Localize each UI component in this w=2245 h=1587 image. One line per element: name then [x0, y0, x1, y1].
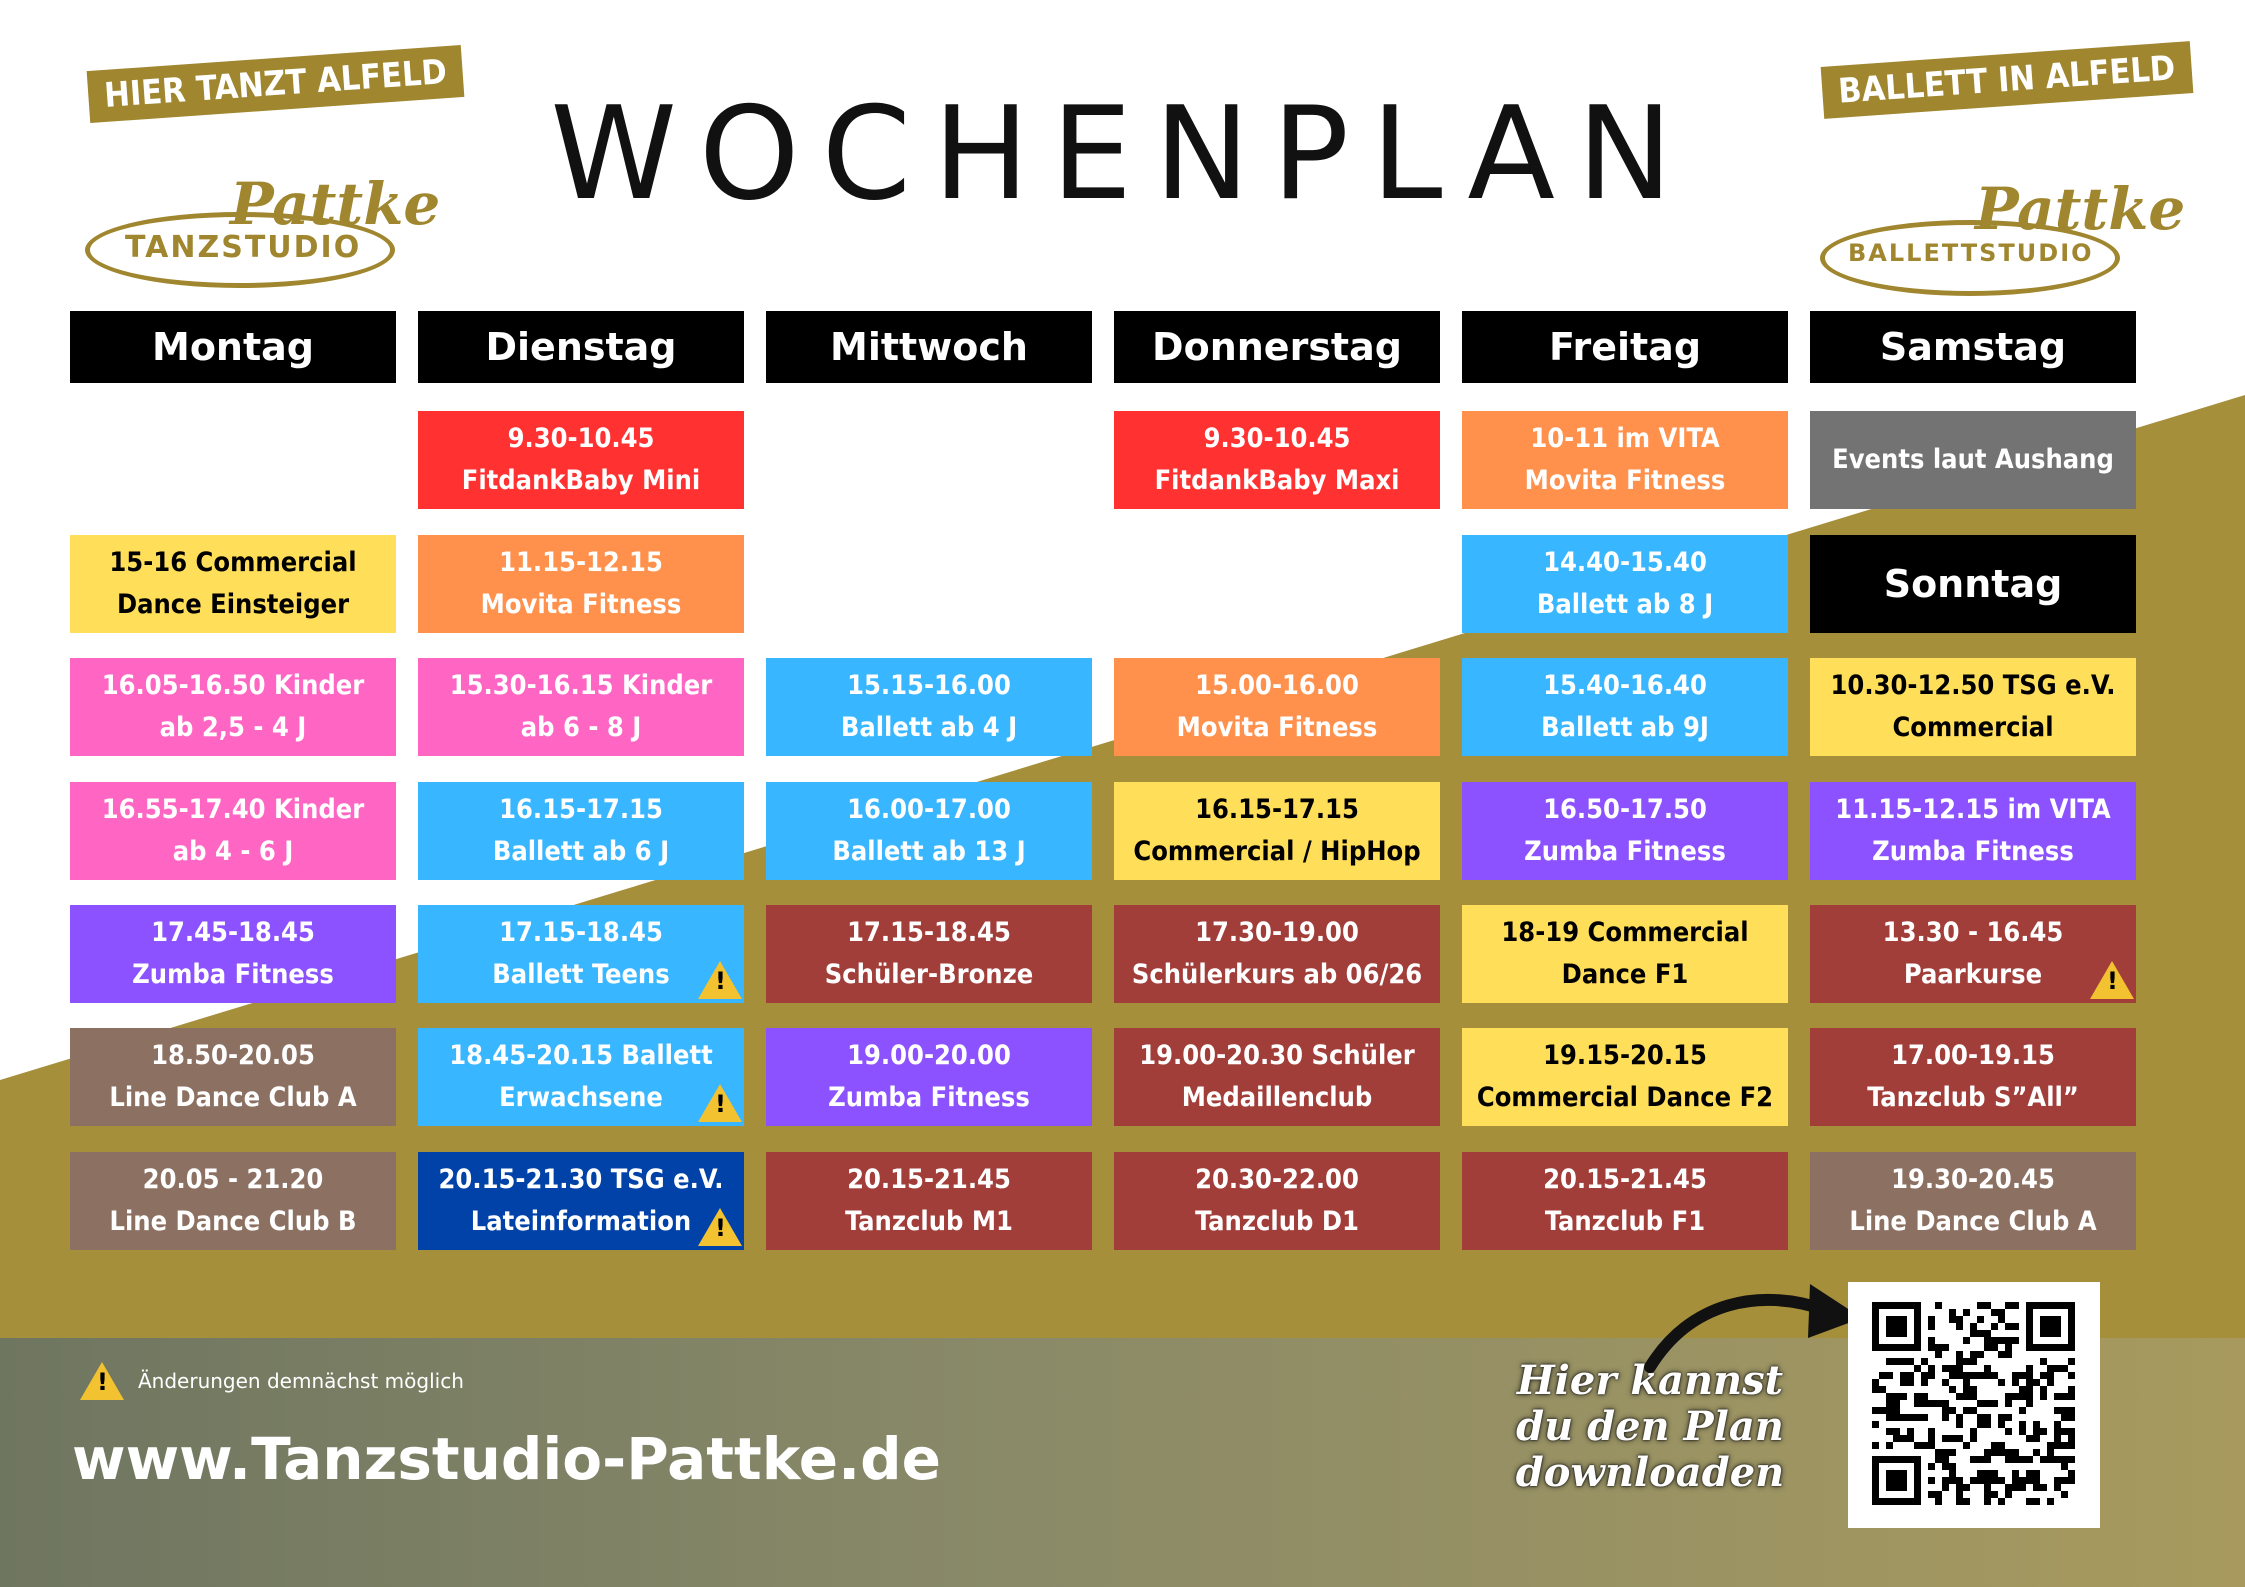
class-slot-time: 17.45-18.45: [151, 917, 315, 948]
class-slot-title: Line Dance Club B: [109, 1206, 357, 1237]
class-slot-time: 20.15-21.45: [847, 1164, 1011, 1195]
class-slot-time: 16.55-17.40 Kinder: [101, 794, 365, 825]
class-slot: [1810, 1028, 2136, 1126]
class-slot-time: 16.00-17.00: [847, 794, 1011, 825]
class-slot-time: 19.30-20.45: [1891, 1164, 2055, 1195]
logo-banner-left: HIER TANZT ALFELD: [87, 45, 465, 123]
class-slot-title: Tanzclub F1: [1544, 1206, 1706, 1237]
class-slot-time: 14.40-15.40: [1543, 547, 1707, 578]
class-slot-title: Line Dance Club A: [1849, 1206, 2097, 1237]
class-slot-time: 17.30-19.00: [1195, 917, 1359, 948]
class-slot-time: 16.15-17.15: [1195, 794, 1359, 825]
class-slot: [766, 1152, 1092, 1250]
class-slot: [766, 782, 1092, 880]
class-slot-title: Ballett Teens: [492, 959, 670, 990]
day-header-freitag: Freitag: [1462, 311, 1788, 383]
class-slot-title: Zumba Fitness: [132, 959, 334, 990]
class-slot-title: Tanzclub S”All”: [1867, 1082, 2079, 1113]
class-slot-time: Events laut Aushang: [1832, 444, 2114, 475]
class-slot-title: Erwachsene: [499, 1082, 663, 1113]
class-slot-time: 17.00-19.15: [1891, 1040, 2055, 1071]
class-slot: [418, 658, 744, 756]
class-slot-title: ab 4 - 6 J: [172, 836, 294, 867]
class-slot-title: ab 6 - 8 J: [520, 712, 642, 743]
class-slot-title: Lateinformation: [470, 1206, 692, 1237]
class-slot: [418, 1028, 744, 1126]
class-slot: [1114, 411, 1440, 509]
class-slot: [766, 658, 1092, 756]
download-hint-line-1: Hier kannst: [1516, 1357, 1784, 1404]
class-slot-title: Schülerkurs ab 06/26: [1131, 959, 1423, 990]
class-slot-time: 17.15-18.45: [499, 917, 663, 948]
logo-script-left: Pattke: [230, 170, 441, 238]
website-url[interactable]: www.Tanzstudio-Pattke.de: [72, 1425, 941, 1493]
class-slot: [418, 411, 744, 509]
class-slot: [418, 782, 744, 880]
class-slot-time: 20.15-21.30 TSG e.V.: [438, 1164, 724, 1195]
class-slot-time: 9.30-10.45: [507, 423, 655, 454]
class-slot-title: Tanzclub D1: [1195, 1206, 1359, 1237]
day-header-samstag: Samstag: [1810, 311, 2136, 383]
qr-code-icon: [1848, 1282, 2100, 1528]
day-header-sonntag: Sonntag: [1810, 535, 2136, 633]
class-slot-time: 20.05 - 21.20: [142, 1164, 324, 1195]
class-slot-title: Movita Fitness: [1176, 712, 1378, 743]
day-header-montag: Montag: [70, 311, 396, 383]
class-slot: [1114, 782, 1440, 880]
class-slot-title: Paarkurse: [1903, 959, 2043, 990]
class-slot-title: Ballett ab 8 J: [1536, 589, 1714, 620]
class-slot-title: Commercial Dance F2: [1476, 1082, 1774, 1113]
class-slot-title: Schüler-Bronze: [824, 959, 1034, 990]
class-slot-time: 10-11 im VITA: [1530, 423, 1720, 454]
warning-icon: [2090, 961, 2134, 999]
class-slot-time: 19.15-20.15: [1543, 1040, 1707, 1071]
class-slot: [1114, 1028, 1440, 1126]
class-slot-time: 15-16 Commercial: [109, 547, 357, 578]
class-slot-title: Movita Fitness: [1524, 465, 1726, 496]
class-slot-title: Tanzclub M1: [845, 1206, 1013, 1237]
class-slot: [1810, 411, 2136, 509]
class-slot-title: Zumba Fitness: [828, 1082, 1030, 1113]
class-slot: [1114, 1152, 1440, 1250]
class-slot: [1462, 658, 1788, 756]
class-slot-time: 10.30-12.50 TSG e.V.: [1830, 670, 2116, 701]
class-slot-title: Ballett ab 9J: [1541, 712, 1709, 743]
class-slot-time: 15.30-16.15 Kinder: [449, 670, 713, 701]
class-slot: [1462, 782, 1788, 880]
class-slot-time: 9.30-10.45: [1203, 423, 1351, 454]
warning-icon: [80, 1362, 124, 1400]
class-slot: [766, 905, 1092, 1003]
class-slot-time: 20.15-21.45: [1543, 1164, 1707, 1195]
class-slot: [1810, 782, 2136, 880]
logo-script-right: Pattke: [1975, 175, 2186, 243]
class-slot: [70, 1028, 396, 1126]
class-slot: [70, 658, 396, 756]
class-slot: [1462, 905, 1788, 1003]
class-slot-title: FitdankBaby Mini: [461, 465, 701, 496]
class-slot: [1462, 1028, 1788, 1126]
class-slot: [1810, 658, 2136, 756]
class-slot: [1114, 658, 1440, 756]
download-hint: [1500, 1358, 1800, 1496]
logo-word-right: BALLETTSTUDIO: [1848, 239, 2094, 267]
class-slot-title: Movita Fitness: [480, 589, 682, 620]
ballettstudio-logo: [1810, 40, 2186, 300]
page-title: WOCHENPLAN: [550, 80, 1695, 229]
download-hint-line-2: du den Plan: [1516, 1403, 1784, 1450]
qr-code[interactable]: [1848, 1282, 2100, 1528]
class-slot: [1810, 1152, 2136, 1250]
class-slot: [1462, 411, 1788, 509]
day-header-mittwoch: Mittwoch: [766, 311, 1092, 383]
class-slot-title: Ballett ab 4 J: [840, 712, 1018, 743]
class-slot-time: 15.00-16.00: [1195, 670, 1359, 701]
class-slot-title: Zumba Fitness: [1872, 836, 2074, 867]
class-slot-time: 13.30 - 16.45: [1882, 917, 2064, 948]
download-hint-line-3: downloaden: [1515, 1449, 1785, 1496]
class-slot-title: Ballett ab 6 J: [492, 836, 670, 867]
class-slot-title: Zumba Fitness: [1524, 836, 1726, 867]
logo-word-left: TANZSTUDIO: [125, 230, 362, 265]
class-slot: [418, 905, 744, 1003]
warning-icon: [698, 961, 742, 999]
class-slot-time: 20.30-22.00: [1195, 1164, 1359, 1195]
class-slot-title: Dance F1: [1561, 959, 1689, 990]
warning-icon: [698, 1208, 742, 1246]
class-slot: [1462, 1152, 1788, 1250]
class-slot: [418, 535, 744, 633]
class-slot-time: 15.40-16.40: [1543, 670, 1707, 701]
class-slot-time: 18-19 Commercial: [1501, 917, 1749, 948]
class-slot-title: Ballett ab 13 J: [832, 836, 1026, 867]
changes-notice-text: Änderungen demnächst möglich: [138, 1369, 464, 1393]
warning-icon: [698, 1084, 742, 1122]
class-slot-time: 17.15-18.45: [847, 917, 1011, 948]
class-slot-title: Commercial: [1892, 712, 2054, 743]
class-slot-time: 11.15-12.15 im VITA: [1835, 794, 2111, 825]
class-slot-time: 19.00-20.00: [847, 1040, 1011, 1071]
class-slot: [766, 1028, 1092, 1126]
class-slot-title: Line Dance Club A: [109, 1082, 357, 1113]
logo-banner-right: BALLETT IN ALFELD: [1821, 41, 2193, 119]
class-slot: [1462, 535, 1788, 633]
class-slot: [70, 782, 396, 880]
day-header-dienstag: Dienstag: [418, 311, 744, 383]
class-slot-time: 16.05-16.50 Kinder: [101, 670, 365, 701]
changes-notice: [80, 1362, 464, 1400]
class-slot-time: 19.00-20.30 Schüler: [1139, 1040, 1415, 1071]
class-slot: [418, 1152, 744, 1250]
class-slot-title: ab 2,5 - 4 J: [159, 712, 307, 743]
class-slot: [1114, 905, 1440, 1003]
tanzstudio-logo: [80, 40, 449, 300]
class-slot-time: 18.45-20.15 Ballett: [449, 1040, 713, 1071]
class-slot-time: 15.15-16.00: [847, 670, 1011, 701]
class-slot: [1810, 905, 2136, 1003]
class-slot-title: Medaillenclub: [1181, 1082, 1373, 1113]
day-header-donnerstag: Donnerstag: [1114, 311, 1440, 383]
class-slot-title: FitdankBaby Maxi: [1154, 465, 1400, 496]
class-slot-time: 11.15-12.15: [499, 547, 663, 578]
class-slot-time: 16.15-17.15: [499, 794, 663, 825]
class-slot-title: Dance Einsteiger: [116, 589, 350, 620]
class-slot: [70, 535, 396, 633]
class-slot: [70, 1152, 396, 1250]
class-slot-time: 18.50-20.05: [151, 1040, 315, 1071]
class-slot-title: Commercial / HipHop: [1133, 836, 1421, 867]
class-slot: [70, 905, 396, 1003]
class-slot-time: 16.50-17.50: [1543, 794, 1707, 825]
